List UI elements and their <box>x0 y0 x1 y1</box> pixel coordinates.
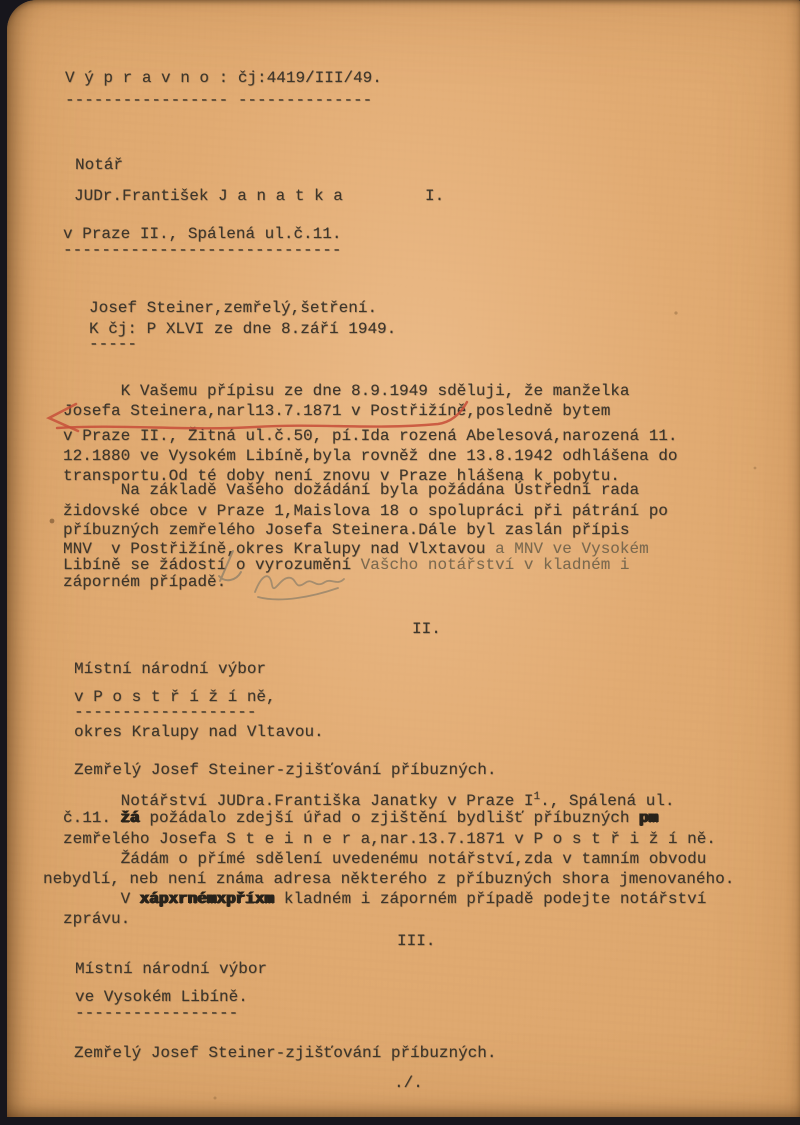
paragraph1-line1: K Vašemu přípisu ze dne 8.9.1949 sděluji, že manželka <box>63 382 630 400</box>
paragraph2-line3: příbuzných zemřelého Josefa Steinera.Dále byl zaslán přípis <box>63 521 630 539</box>
paragraph2-line1: Na základě Vašeho dožádání byla požádána Ústřední rada <box>63 481 640 499</box>
continuation-mark: ./. <box>394 1074 423 1092</box>
text-run: Libíně se žádostí o vyrozumění <box>63 556 361 574</box>
section-ii-par2-line2: nebydlí, neb není známa adresa některého z příbuzných shora jmenovaného. <box>43 870 735 888</box>
subject-line-2: K čj: P XLVI ze dne 8.září 1949. <box>89 320 397 338</box>
section-ii-par1-line3: zemřelého Josefa S t e i n e r a,nar.13.7.1871 v P o s t ř i ž í ně. <box>63 830 716 848</box>
section-i-numeral: I. <box>425 187 445 205</box>
subject-line-1: Josef Steiner,zemřelý,šetření. <box>89 299 378 317</box>
superscript-text: 1 <box>533 791 541 803</box>
text-run: kladném i záporném případě podejte notářství <box>274 890 707 908</box>
overstruck-text: pm <box>639 809 659 827</box>
section-ii-par3-line1 <box>63 889 706 909</box>
text-run: Notářství JUDra.Františka Janatky v Praze I <box>63 792 534 810</box>
section-ii-par1-line2 <box>63 808 658 828</box>
faint-text-run: a MNV ve Vysokém <box>485 540 649 558</box>
paragraph2-line6: záporném případě. <box>63 573 227 591</box>
section-iii-numeral: III. <box>397 932 436 950</box>
section-iii-addressee-2: ve Vysokém Libíně. <box>75 988 248 1006</box>
paragraph1-line2: Josefa Steinera,narl13.7.1871 v Postřižíně,posledně bytem <box>63 402 611 420</box>
overstruck-text: xápxrnémxpříxm <box>139 890 275 908</box>
notary-address: v Praze II., Spálená ul.č.11. <box>63 225 342 243</box>
section-ii-par2-line1: Žádám o přímé sdělení uvedenému notářství,zda v tamním obvodu <box>63 850 707 868</box>
paragraph1-line3: v Praze II., Žitná ul.č.50, pí.Ida rozená Abelesová,narozená 11. <box>63 427 678 445</box>
subject-underline: ----- <box>89 335 138 353</box>
paragraph1-line5: transportu.Od té doby není znovu v Praze hlášena k pobytu. <box>63 467 620 485</box>
paragraph2-line2: židovské obce v Praze 1,Maislova 18 o spolupráci při pátrání po <box>63 502 668 520</box>
section-ii-addressee-1: Místní národní výbor <box>74 660 267 678</box>
section-iii-addressee-underline: ----------------- <box>75 1004 239 1022</box>
reference-underline: ----------------- -------------- <box>65 91 373 109</box>
notary-title: Notář <box>75 156 124 174</box>
section-ii-addressee-2: v P o s t ř í ž í ně, <box>74 688 276 706</box>
section-ii-numeral: II. <box>412 620 441 638</box>
text-run: MNV v Postřižíně,okres Kralupy nad Vlxtavou <box>63 540 486 558</box>
section-ii-addressee-3: okres Kralupy nad Vltavou. <box>74 723 324 741</box>
text-run: ., Spálená ul. <box>540 792 675 810</box>
section-iii-subject: Zemřelý Josef Steiner-zjišťování příbuzných. <box>74 1044 497 1062</box>
text-run: č.11. <box>63 809 121 827</box>
notary-address-underline: ----------------------------- <box>63 241 342 259</box>
overstruck-text: žá <box>120 809 140 827</box>
paragraph1-line4: 12.1880 ve Vysokém Libíně,byla rovněž dne 13.8.1942 odhlášena do <box>63 447 678 465</box>
section-iii-addressee-1: Místní národní výbor <box>75 960 268 978</box>
section-ii-subject: Zemřelý Josef Steiner-zjišťování příbuzných. <box>74 761 497 779</box>
section-ii-par3-line2: zprávu. <box>63 910 131 928</box>
text-run: V <box>63 890 140 908</box>
reference-line: V ý p r a v n o : čj:4419/III/49. <box>65 69 382 87</box>
section-ii-addressee-underline: ------------------- <box>74 703 257 721</box>
notary-name: JUDr.František J a n a t k a <box>74 187 343 205</box>
text-run: požádalo zdejší úřad o zjištění bydlišť příbuzných <box>139 809 640 827</box>
faint-text-run: Vašcho notářství v kladném i <box>360 556 630 574</box>
